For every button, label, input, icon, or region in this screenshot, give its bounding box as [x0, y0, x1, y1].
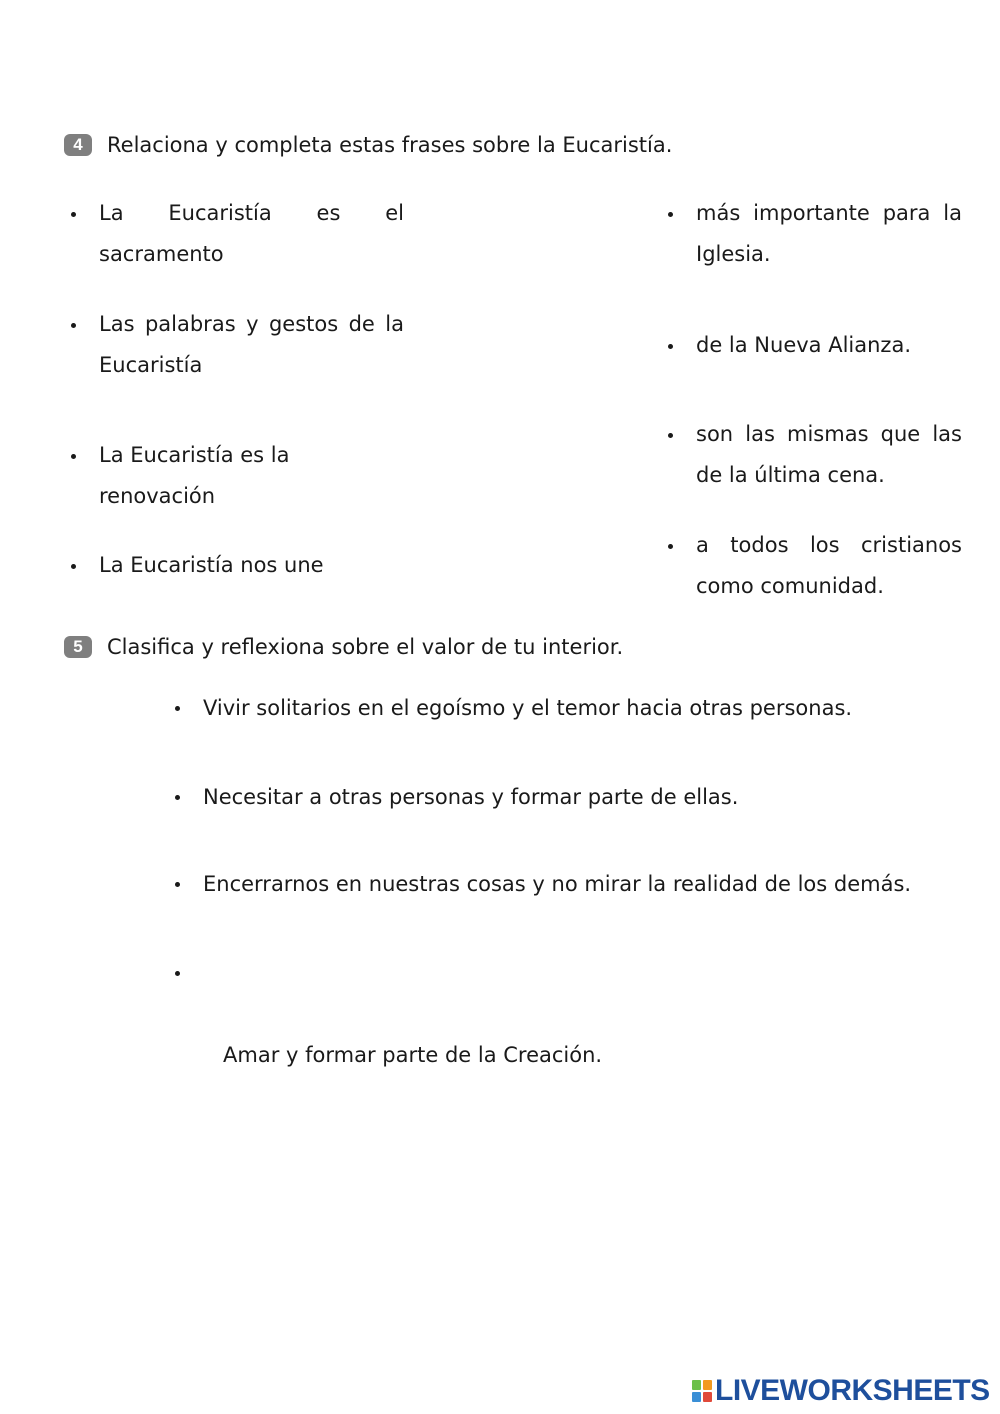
- reflection-item-4: [203, 953, 963, 1076]
- bullet-icon: [175, 882, 180, 887]
- left-item-text: La Eucaristía nos une: [99, 553, 324, 577]
- exercise-number-badge: 5: [64, 636, 92, 658]
- liveworksheets-logo[interactable]: [692, 1374, 990, 1408]
- exercise-5-heading: [64, 635, 623, 659]
- right-item-text: son las mismas que las de la última cena.: [696, 422, 962, 487]
- right-item-3: [696, 414, 962, 496]
- logo-square-orange: [703, 1380, 712, 1390]
- right-item-4: [696, 525, 962, 607]
- right-item-text: a todos los cristianos como comunidad.: [696, 533, 962, 598]
- exercise-number-badge: 4: [64, 134, 92, 156]
- bullet-icon: [71, 454, 76, 459]
- reflection-item-3: [203, 864, 963, 905]
- left-item-text: La Eucaristía es la renovación: [99, 443, 290, 508]
- right-item-2: [696, 325, 962, 366]
- right-item-text: más importante para la Iglesia.: [696, 201, 962, 266]
- exercise-instruction: Relaciona y completa estas frases sobre la Eucaristía.: [107, 133, 673, 157]
- left-item-1: [99, 193, 404, 275]
- bullet-icon: [668, 344, 673, 349]
- right-item-text: de la Nueva Alianza.: [696, 333, 911, 357]
- left-item-2: [99, 304, 404, 386]
- left-item-4: [99, 545, 404, 586]
- bullet-icon: [71, 564, 76, 569]
- right-item-1: [696, 193, 962, 275]
- logo-square-green: [692, 1380, 701, 1390]
- logo-square-blue: [692, 1392, 701, 1402]
- reflection-item-text: Vivir solitarios en el egoísmo y el temor hacia otras personas.: [203, 696, 853, 720]
- bullet-icon: [175, 706, 180, 711]
- bullet-icon: [71, 323, 76, 328]
- bullet-icon: [175, 971, 180, 976]
- reflection-item-2: [203, 777, 963, 818]
- bullet-icon: [175, 795, 180, 800]
- reflection-item-1: [203, 688, 963, 729]
- left-item-text: Las palabras y gestos de la Eucaristía: [99, 312, 404, 377]
- logo-text: LIVEWORKSHEETS: [715, 1374, 990, 1407]
- bullet-icon: [668, 212, 673, 217]
- left-item-3: [99, 435, 404, 517]
- bullet-icon: [71, 212, 76, 217]
- logo-square-red: [703, 1392, 712, 1402]
- reflection-item-text: Necesitar a otras personas y formar parte de ellas.: [203, 785, 739, 809]
- reflection-item-text: Amar y formar parte de la Creación.: [216, 1043, 603, 1067]
- left-item-text: La Eucaristía es el sacramento: [99, 201, 404, 266]
- bullet-icon: [668, 544, 673, 549]
- reflection-item-text: Encerrarnos en nuestras cosas y no mirar la realidad de los demás.: [203, 872, 912, 896]
- exercise-4-heading: [64, 133, 672, 157]
- exercise-instruction: Clasifica y reflexiona sobre el valor de tu interior.: [107, 635, 624, 659]
- bullet-icon: [668, 433, 673, 438]
- logo-mark-icon: [692, 1380, 712, 1402]
